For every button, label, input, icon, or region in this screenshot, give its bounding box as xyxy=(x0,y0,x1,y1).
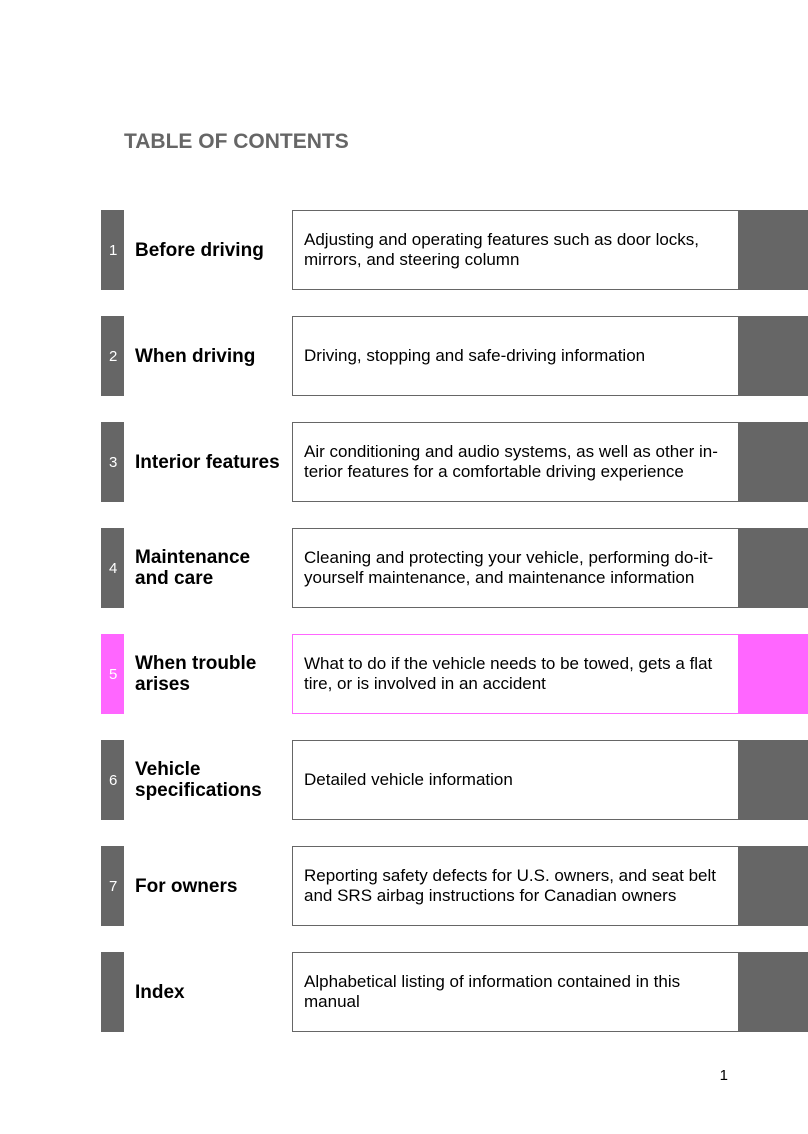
toc-row-vehicle-specifications[interactable] xyxy=(0,740,808,820)
toc-row-maintenance-and-care[interactable] xyxy=(0,528,808,608)
section-title[interactable]: Index xyxy=(135,981,185,1003)
section-number-tab: 5 xyxy=(101,634,124,714)
section-edge-tab xyxy=(738,846,808,926)
page-number: 1 xyxy=(719,1067,728,1084)
toc-row-when-driving[interactable] xyxy=(0,316,808,396)
section-title[interactable]: When trouble arises xyxy=(135,653,257,695)
section-edge-tab xyxy=(738,210,808,290)
section-edge-tab xyxy=(738,740,808,820)
section-edge-tab xyxy=(738,528,808,608)
section-number-tab: 4 xyxy=(101,528,124,608)
section-description: Driving, stopping and safe-driving information xyxy=(292,316,740,396)
section-title[interactable]: When driving xyxy=(135,345,256,367)
section-description: Alphabetical listing of information contained in this manual xyxy=(292,952,740,1032)
section-number-tab: 7 xyxy=(101,846,124,926)
section-description: Reporting safety defects for U.S. owners, and seat belt and SRS airbag instructions for Canadian owners xyxy=(292,846,740,926)
section-description: Air conditioning and audio systems, as well as other in-terior features for a comfortable driving experience xyxy=(292,422,740,502)
section-title[interactable]: Before driving xyxy=(135,239,264,261)
section-title[interactable]: For owners xyxy=(135,875,238,897)
toc-row-for-owners[interactable] xyxy=(0,846,808,926)
section-title[interactable]: Maintenance and care xyxy=(135,547,251,589)
section-number-tab: 2 xyxy=(101,316,124,396)
section-description: Detailed vehicle information xyxy=(292,740,740,820)
toc-row-interior-features[interactable] xyxy=(0,422,808,502)
section-description: What to do if the vehicle needs to be towed, gets a flat tire, or is involved in an accident xyxy=(292,634,740,714)
section-edge-tab xyxy=(738,422,808,502)
section-description: Adjusting and operating features such as door locks, mirrors, and steering column xyxy=(292,210,740,290)
section-title[interactable]: Vehicle specifications xyxy=(135,759,262,801)
toc-row-before-driving[interactable] xyxy=(0,210,808,290)
page-title: TABLE OF CONTENTS xyxy=(124,130,349,153)
section-edge-tab xyxy=(738,952,808,1032)
section-title[interactable]: Interior features xyxy=(135,451,280,473)
section-number-tab: 1 xyxy=(101,210,124,290)
toc-row-index[interactable] xyxy=(0,952,808,1032)
section-number-tab: 3 xyxy=(101,422,124,502)
section-number-tab xyxy=(101,952,124,1032)
section-description: Cleaning and protecting your vehicle, performing do-it-yourself maintenance, and maintenance information xyxy=(292,528,740,608)
section-number-tab: 6 xyxy=(101,740,124,820)
section-edge-tab xyxy=(738,634,808,714)
toc-row-when-trouble-arises[interactable] xyxy=(0,634,808,714)
section-edge-tab xyxy=(738,316,808,396)
